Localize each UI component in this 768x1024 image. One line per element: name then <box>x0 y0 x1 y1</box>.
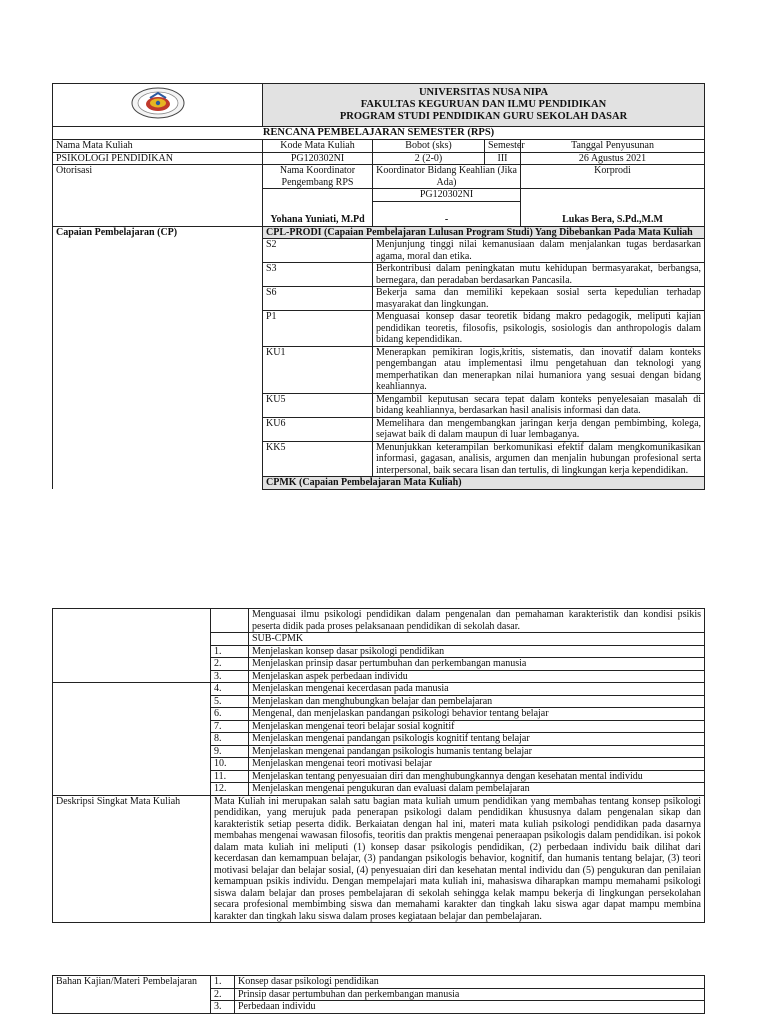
authorization-label: Otorisasi <box>53 165 263 227</box>
rps-detail-table <box>52 608 705 923</box>
university-logo-cell <box>53 84 263 127</box>
sub-cpmk-no: 6. <box>211 708 249 721</box>
cpl-code: KU5 <box>263 393 373 417</box>
cpmk-blank <box>211 609 249 633</box>
sub-cpmk-no: 9. <box>211 745 249 758</box>
sub-cpmk-no: 2. <box>211 658 249 671</box>
sub-cpmk-no: 5. <box>211 695 249 708</box>
cpl-text: Menjunjung tinggi nilai kemanusiaan dalam menjalankan tugas berdasarkan agama, moral dan etika. <box>373 239 705 263</box>
course-credit-value: 2 (2-0) <box>373 152 485 165</box>
sub-cpmk-text: Menjelaskan mengenai teori motivasi belajar <box>249 758 705 771</box>
sub-cpmk-text: Menjelaskan prinsip dasar pertumbuhan dan perkembangan manusia <box>249 658 705 671</box>
faculty-name: FAKULTAS KEGURUAN DAN ILMU PENDIDIKAN <box>360 99 607 110</box>
materials-label: Bahan Kajian/Materi Pembelajaran <box>53 976 211 1014</box>
sub-cpmk-text: Menjelaskan mengenai pandangan psikologis kognitif tentang belajar <box>249 733 705 746</box>
material-no: 3. <box>211 1001 235 1014</box>
sub-cpmk-no: 12. <box>211 783 249 796</box>
sub-cpmk-text: Menjelaskan aspek perbedaan individu <box>249 670 705 683</box>
course-code-value: PG120302NI <box>263 152 373 165</box>
course-name-header: Nama Mata Kuliah <box>53 140 263 153</box>
course-code-header: Kode Mata Kuliah <box>263 140 373 153</box>
sub-cpmk-no: 10. <box>211 758 249 771</box>
material-text: Konsep dasar psikologi pendidikan <box>235 976 705 989</box>
sub-cpmk-text: Menjelaskan dan menghubungkan belajar dan pembelajaran <box>249 695 705 708</box>
cpl-text: Bekerja sama dan memiliki kepekaan sosial serta kepedulian terhadap masyarakat dan lingkungan. <box>373 287 705 311</box>
cpl-text: Memelihara dan mengembangkan jaringan kerja dengan pembimbing, kolega, sejawat baik di dalam maupun di luar lembaganya. <box>373 417 705 441</box>
material-text: Perbedaan individu <box>235 1001 705 1014</box>
coordinator-signature: Yohana Yuniati, M.Pd <box>263 189 373 227</box>
expertise-signature: - <box>373 201 521 226</box>
sub-cpmk-text: Menjelaskan mengenai pengukuran dan evaluasi dalam pembelajaran <box>249 783 705 796</box>
sub-cpmk-no: 8. <box>211 733 249 746</box>
course-credit-header: Bobot (sks) <box>373 140 485 153</box>
cpmk-text: Menguasai ilmu psikologi pendidikan dalam pengenalan dan pemahaman karakteristik dan kondisi psikis peserta didik pada proses pelaksanaan pendidikan di sekolah dasar. <box>249 609 705 633</box>
description-text: Mata Kuliah ini merupakan salah satu bagian mata kuliah umum pendidikan yang membahas tentang konsep psikologi pendidikan, yang merujuk pada penerapan psikologi dalam pendidikan khususnya dalam pengenalan sikap dan karakteristik setiap peserta didik. Berkaiatan dengan hal ini, materi mata kuliah psikologi pendidikan pada dasarnya membahas mengenai wawasan filosofis, teoritis dan praktis mengenai peneraapan psikologis dalam pendidikan. isi pokok dalam mata kuliah ini meliputi (1) konsep dasar psikologis pendidikan, (2) perbedaan individu baik dilihat dari kecerdasan dan kemampuan belajar, (3) pandangan psikologis behavior, kognitif, dan humanis tentang belajar, (3) teori motivasi belajar dan belajar sosial, (4) penyesuaian diri dan kesehatan mental individu dan (5) pengukuran dan penilaian kemampuan psikis individu. Dengan mempelajari mata kuliah ini, mahasiswa diharapkan mampu memahami psikologi siswa dalam belajar dan proses pembelajaran di sekolah sehingga kelak mampu bekerja di lingkungan persekolahan secara profesional membimbing siswa dan memahami karakter dan tingkah laku siswa agar dapat mampu membina karakter dan tingkah laku siswa dalam proses kegiataan belajar dan pembelajaran. <box>211 795 705 923</box>
university-name: UNIVERSITAS NUSA NIPA <box>418 87 549 98</box>
cpl-code: KU1 <box>263 346 373 393</box>
cpl-text: Menerapkan pemikiran logis,kritis, sistematis, dan inovatif dalam konteks pengembangan atau implementasi ilmu pengetahuan dan teknologi yang memperhatikan dan menerapkan nilai humaniora yang sesuai dengan bidang keahliannya. <box>373 346 705 393</box>
cpl-code: KK5 <box>263 441 373 477</box>
cpl-text: Menunjukkan keterampilan berkomunikasi efektif dalam mengkomunikasikan informasi, gagasan, analisis, argumen dan menjalin hubungan profesional serta interpersonal, baik secara lisan dan tertulis, di lingkungan kerja kependidikan. <box>373 441 705 477</box>
korprodi-header: Korprodi <box>521 165 705 189</box>
material-no: 1. <box>211 976 235 989</box>
expertise-code: PG120302NI <box>373 189 521 202</box>
university-logo-icon <box>130 86 186 120</box>
cpl-code: S6 <box>263 287 373 311</box>
course-date-value: 26 Agustus 2021 <box>521 152 705 165</box>
cpl-text: Mengambil keputusan secara tepat dalam konteks penyelesaian masalah di bidang keahliannya, berdasarkan hasil analisis informasi dan data. <box>373 393 705 417</box>
sub-cpmk-title: SUB-CPMK <box>249 633 705 646</box>
material-text: Prinsip dasar pertumbuhan dan perkembangan manusia <box>235 988 705 1001</box>
institution-heading <box>263 84 705 127</box>
material-row <box>53 976 705 989</box>
expertise-header: Koordinator Bidang Keahlian (Jika Ada) <box>373 165 521 189</box>
sub-cpmk-no: 11. <box>211 770 249 783</box>
document-title: RENCANA PEMBELAJARAN SEMESTER (RPS) <box>53 127 705 140</box>
program-name: PROGRAM STUDI PENDIDIKAN GURU SEKOLAH DASAR <box>339 111 628 122</box>
sub-cpmk-text: Mengenal, dan menjelaskan pandangan psikologi behavior tentang belajar <box>249 708 705 721</box>
sub-cpmk-text: Menjelaskan mengenai kecerdasan pada manusia <box>249 683 705 696</box>
materials-table <box>52 975 705 1014</box>
course-name-value: PSIKOLOGI PENDIDIKAN <box>53 152 263 165</box>
cpl-code: S2 <box>263 239 373 263</box>
coordinator-header: Nama Koordinator Pengembang RPS <box>263 165 373 189</box>
korprodi-signature: Lukas Bera, S.Pd.,M.M <box>521 189 705 227</box>
sub-cpmk-no: 7. <box>211 720 249 733</box>
cpl-code: P1 <box>263 311 373 347</box>
course-semester-header: Semester <box>485 140 521 153</box>
sub-cpmk-text: Menjelaskan mengenai teori belajar sosial kognitif <box>249 720 705 733</box>
sub-cpmk-text: Menjelaskan mengenai pandangan psikologis humanis tentang belajar <box>249 745 705 758</box>
cpmk-label-cell <box>53 609 211 683</box>
cpl-text: Menguasai konsep dasar teoretik bidang makro pedagogik, meliputi kajian pendidikan teoretis, filosofis, psikologis, sosiologis dan anthropologis dalam bidang kependidikan. <box>373 311 705 347</box>
course-date-header: Tanggal Penyusunan <box>521 140 705 153</box>
sub-cpmk-blank <box>211 633 249 646</box>
cpl-code: KU6 <box>263 417 373 441</box>
cpl-text: Berkontribusi dalam peningkatan mutu kehidupan bermasyarakat, berbangsa, bernegara, dan peradaban berdasarkan Pancasila. <box>373 263 705 287</box>
description-label: Deskripsi Singkat Mata Kuliah <box>53 795 211 923</box>
sub-cpmk-no: 3. <box>211 670 249 683</box>
course-semester-value: III <box>485 152 521 165</box>
cp-label: Capaian Pembelajaran (CP) <box>53 226 263 489</box>
sub-cpmk-no: 4. <box>211 683 249 696</box>
sub-cpmk-label-cell <box>53 683 211 796</box>
sub-cpmk-text: Menjelaskan tentang penyesuaian diri dan menghubungkannya dengan kesehatan mental individu <box>249 770 705 783</box>
sub-cpmk-row <box>53 683 705 696</box>
rps-header-table <box>52 83 705 490</box>
sub-cpmk-no: 1. <box>211 645 249 658</box>
cpmk-title: CPMK (Capaian Pembelajaran Mata Kuliah) <box>263 477 705 490</box>
material-no: 2. <box>211 988 235 1001</box>
sub-cpmk-text: Menjelaskan konsep dasar psikologi pendidikan <box>249 645 705 658</box>
cpl-code: S3 <box>263 263 373 287</box>
cpl-prodi-title: CPL-PRODI (Capaian Pembelajaran Lulusan Program Studi) Yang Dibebankan Pada Mata Kuliah <box>263 226 705 239</box>
